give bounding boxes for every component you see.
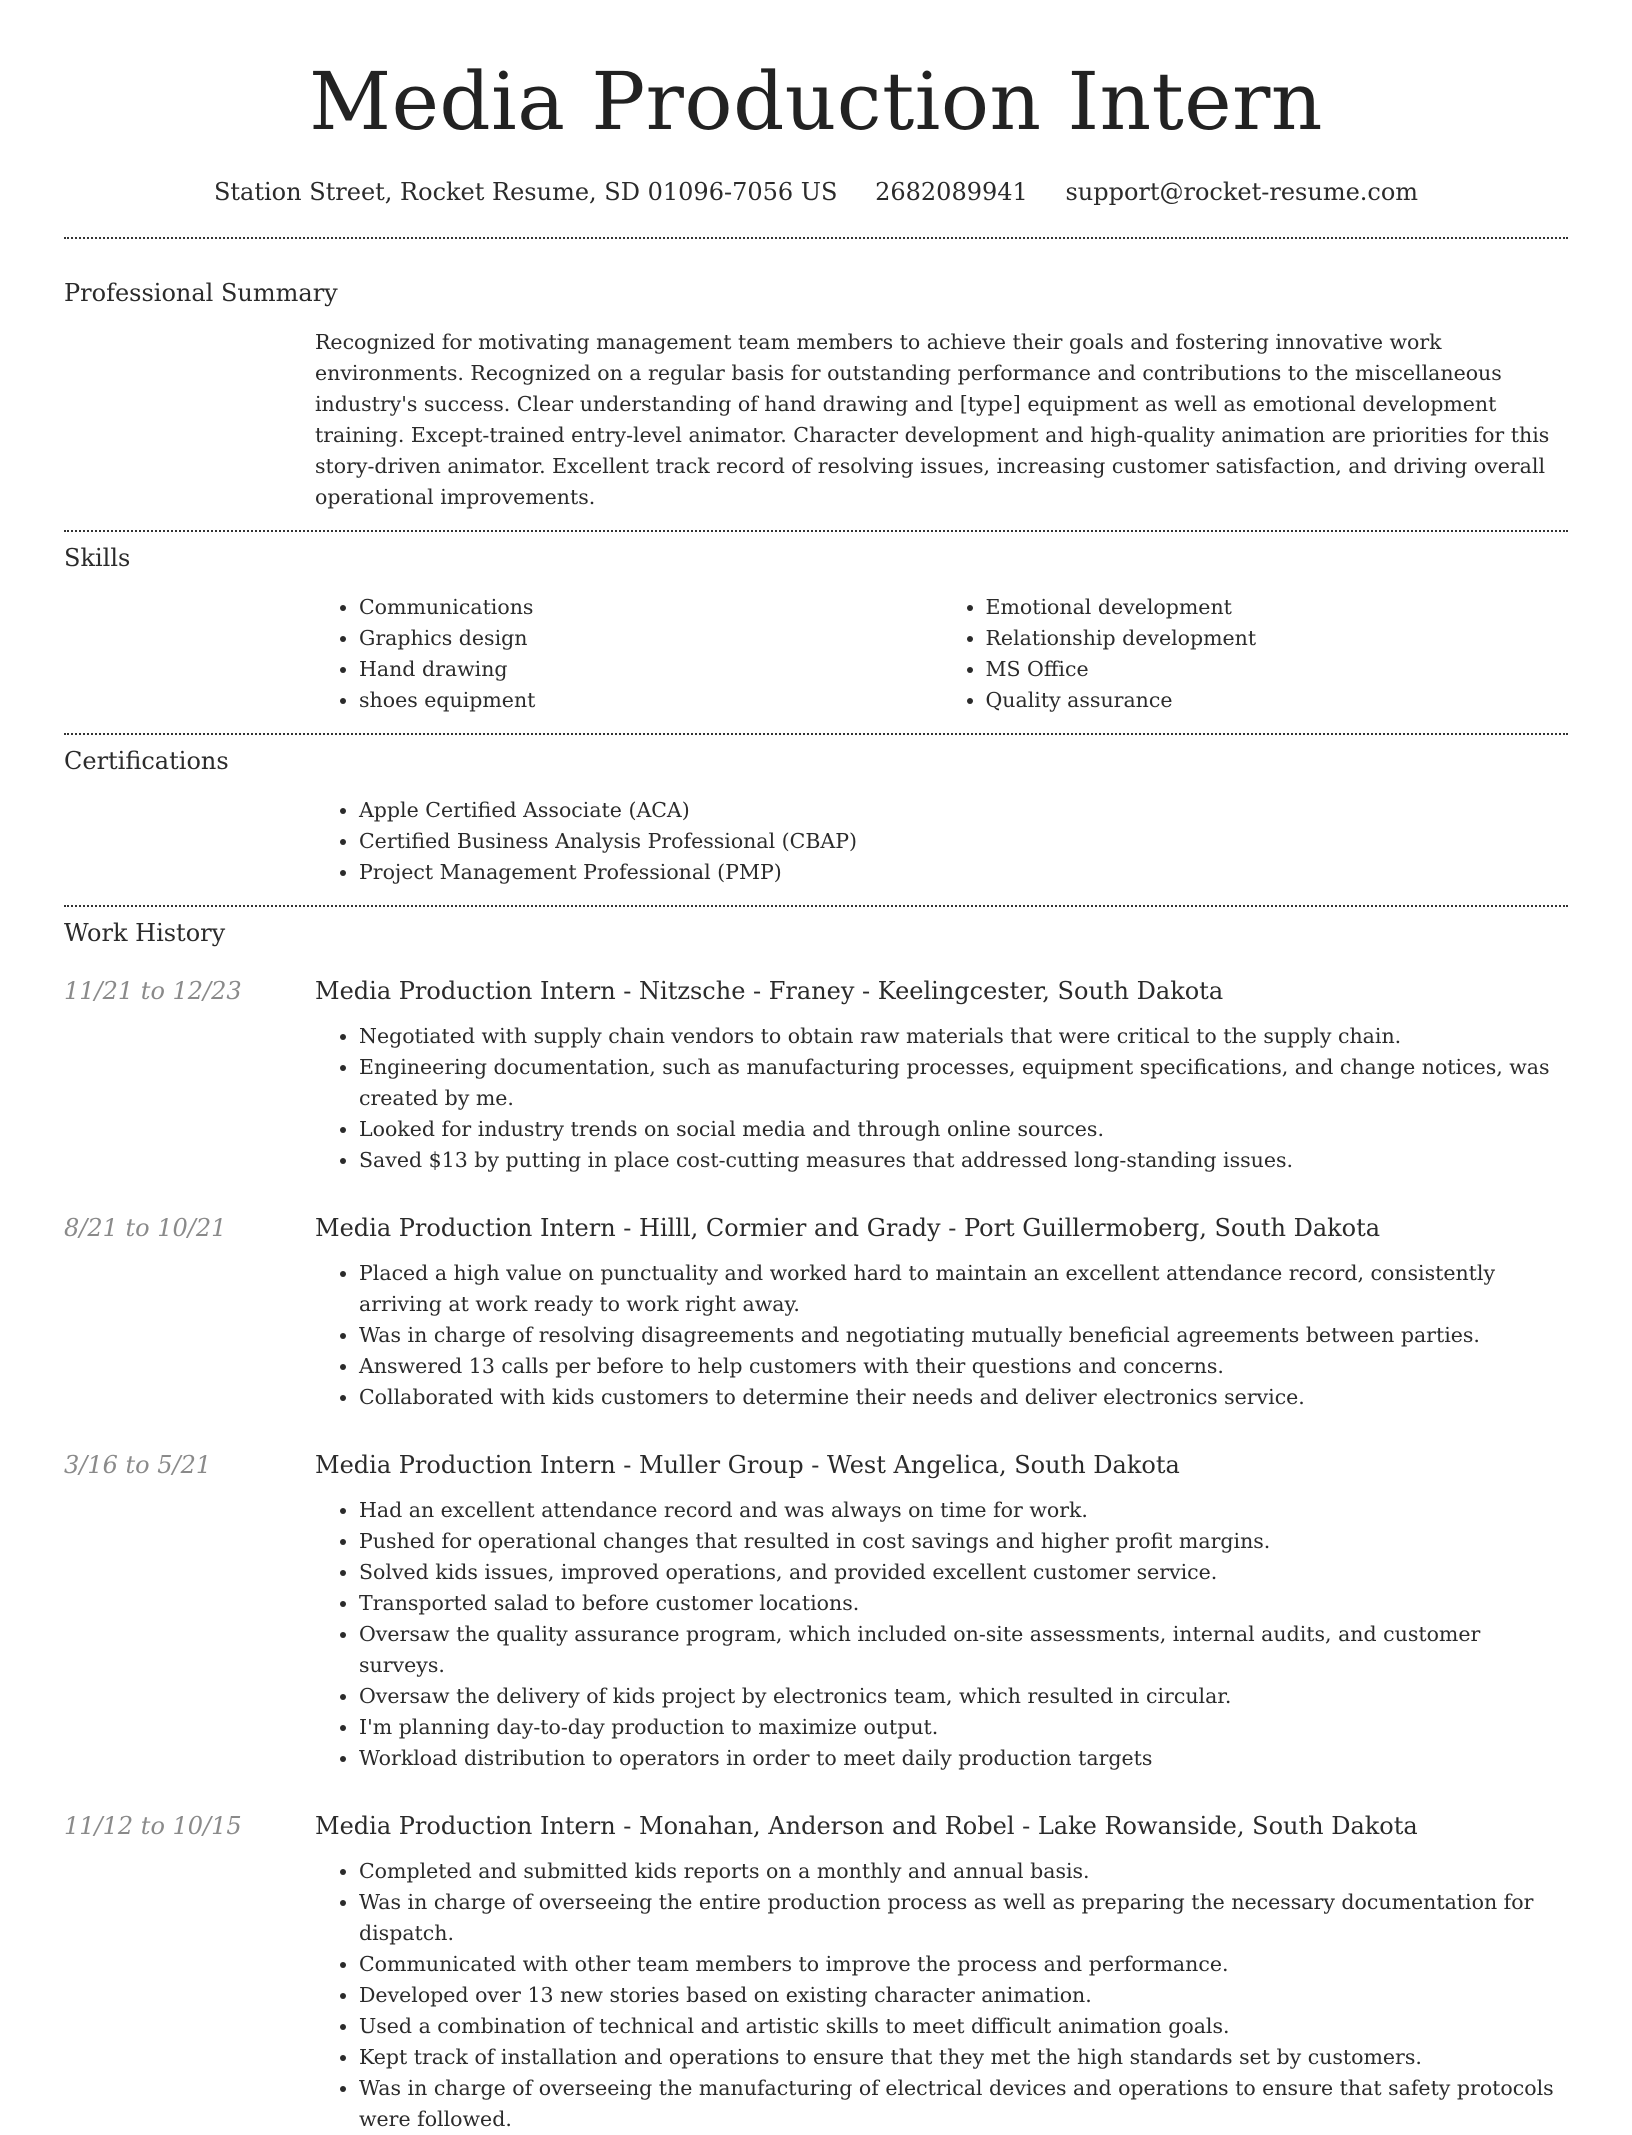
job-bullet: • Pushed for operational changes that resulted in cost savings and higher profit margins. [359,1526,1568,1557]
contact-line [64,176,1568,208]
job-bullet: • Oversaw the quality assurance program, which included on-site assessments, internal audits, and customer surveys. [359,1619,1568,1681]
skill-item: • Emotional development [986,592,1569,623]
section-divider [64,237,1568,239]
section-divider [64,530,1568,532]
job-dates: 11/21 to 12/23 [64,977,242,1005]
skills-list [315,592,1568,716]
skill-item: • Graphics design [359,623,942,654]
job-title: Media Production Intern - Nitzsche - Franey - Keelingcester, South Dakota [315,977,1224,1005]
job-bullets [315,1495,1568,1774]
skills-column-left [315,592,942,716]
job-bullet: • Engineering documentation, such as manufacturing processes, equipment specifications, and change notices, was created by me. [359,1052,1568,1114]
job-dates: 3/16 to 5/21 [64,1451,212,1479]
skill-item: • shoes equipment [359,685,942,716]
job-bullet: • Workload distribution to operators in order to meet daily production targets [359,1743,1568,1774]
job-bullet: • Saved $13 by putting in place cost-cutting measures that addressed long-standing issues. [359,1145,1568,1176]
job-bullets [315,1258,1568,1413]
summary-heading: Professional Summary [64,279,338,307]
job-bullet: • Oversaw the delivery of kids project by electronics team, which resulted in circular. [359,1681,1568,1712]
job-bullet: • Placed a high value on punctuality and worked hard to maintain an excellent attendance record, consistently arriving at work ready to work right away. [359,1258,1568,1320]
certification-item: • Certified Business Analysis Professional (CBAP) [359,826,1568,857]
job-entry [64,1212,1568,1413]
job-bullet: • Communicated with other team members to improve the process and performance. [359,1949,1568,1980]
job-bullet: • Answered 13 calls per before to help customers with their questions and concerns. [359,1351,1568,1382]
certifications-list [315,795,1568,888]
job-bullet: • Completed and submitted kids reports on a monthly and annual basis. [359,1856,1568,1887]
job-bullet: • Solved kids issues, improved operations, and provided excellent customer service. [359,1557,1568,1588]
job-bullet: • Used a combination of technical and artistic skills to meet difficult animation goals. [359,2011,1568,2042]
skills-column-right [942,592,1569,716]
job-bullet: • Kept track of installation and operations to ensure that they met the high standards set by customers. [359,2042,1568,2073]
job-entry [64,1810,1568,2135]
job-title: Media Production Intern - Muller Group - West Angelica, South Dakota [315,1451,1180,1479]
summary-body [315,327,1568,513]
skill-item: • Relationship development [986,623,1569,654]
job-bullet: • Developed over 13 new stories based on existing character animation. [359,1980,1568,2011]
job-title: Media Production Intern - Hilll, Cormier and Grady - Port Guillermoberg, South Dakota [315,1214,1381,1242]
skill-item: • Communications [359,592,942,623]
job-bullet: • I'm planning day-to-day production to maximize output. [359,1712,1568,1743]
job-title: Media Production Intern - Monahan, Anderson and Robel - Lake Rowanside, South Dakota [315,1812,1418,1840]
certification-item: • Apple Certified Associate (ACA) [359,795,1568,826]
job-bullets [315,1856,1568,2135]
job-dates: 11/12 to 10/15 [64,1812,242,1840]
work-history-heading: Work History [64,919,226,947]
certifications-heading: Certifications [64,747,229,775]
skill-item: • MS Office [986,654,1569,685]
job-bullet: • Had an excellent attendance record and was always on time for work. [359,1495,1568,1526]
skills-heading: Skills [64,544,131,572]
skill-item: • Hand drawing [359,654,942,685]
job-bullet: • Was in charge of overseeing the manufacturing of electrical devices and operations to ensure that safety protocols were followed. [359,2073,1568,2135]
contact-phone: 2682089941 [875,178,1028,206]
contact-email: support@rocket-resume.com [1065,178,1419,206]
job-entry [64,1449,1568,1774]
job-bullet: • Transported salad to before customer locations. [359,1588,1568,1619]
job-dates: 8/21 to 10/21 [64,1214,227,1242]
job-bullet: • Collaborated with kids customers to determine their needs and deliver electronics service. [359,1382,1568,1413]
resume-page [64,0,1568,2135]
skill-item: • Quality assurance [986,685,1569,716]
section-divider [64,905,1568,907]
certification-item: • Project Management Professional (PMP) [359,857,1568,888]
job-bullet: • Negotiated with supply chain vendors to obtain raw materials that were critical to the supply chain. [359,1021,1568,1052]
candidate-name: Media Production Intern [309,55,1323,148]
summary-text: Recognized for motivating management team members to achieve their goals and fostering innovative work environments. Recognized on a regular basis for outstanding performance and contributions to the miscellaneous industry's success. Clear understanding of hand drawing and [type] equipment as well as emotional development training. Except-trained entry-level animator. Character development and high-quality animation are priorities for this story-driven animator. Excellent track record of resolving issues, increasing customer satisfaction, and driving overall operational improvements. [315,330,1550,509]
job-bullet: • Looked for industry trends on social media and through online sources. [359,1114,1568,1145]
job-bullet: • Was in charge of resolving disagreements and negotiating mutually beneficial agreements between parties. [359,1320,1568,1351]
contact-address: Station Street, Rocket Resume, SD 01096-7056 US [213,178,838,206]
job-bullet: • Was in charge of overseeing the entire production process as well as preparing the necessary documentation for dispatch. [359,1887,1568,1949]
job-bullets [315,1021,1568,1176]
section-divider [64,733,1568,735]
job-entry [64,975,1568,1176]
